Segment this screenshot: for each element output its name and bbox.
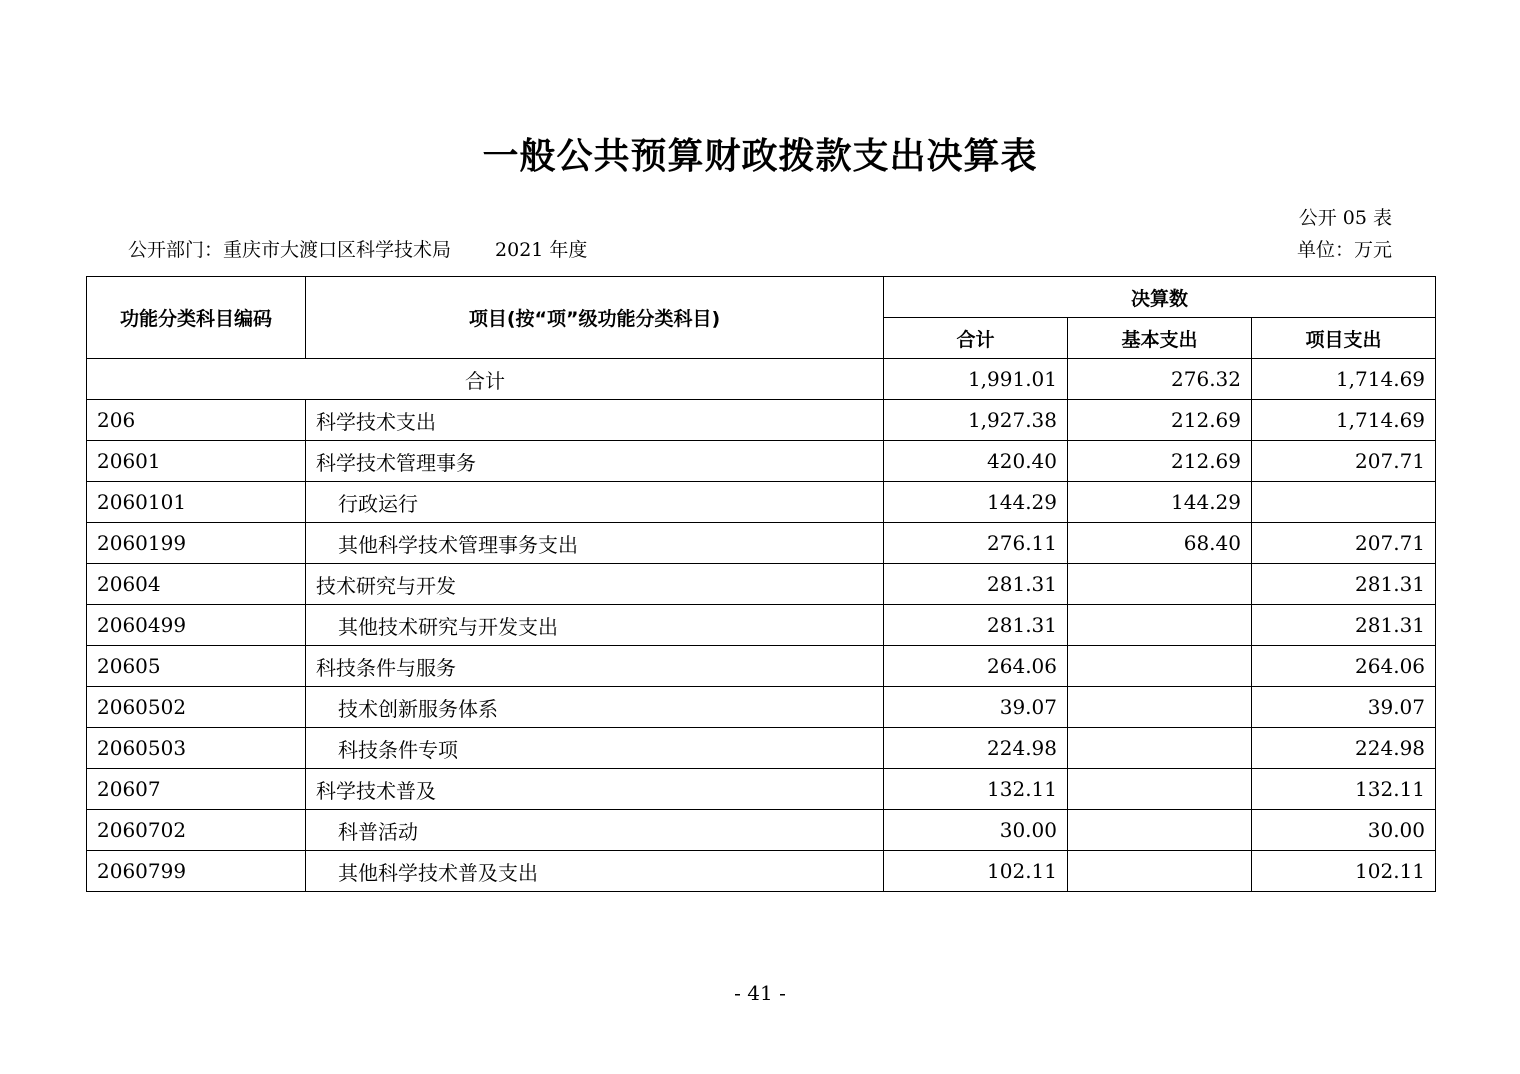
page-title: 一般公共预算财政拨款支出决算表 [482, 136, 1038, 177]
row-basic [1068, 646, 1252, 687]
row-item-name: 科技条件专项 [306, 728, 884, 769]
row-basic [1068, 687, 1252, 728]
row-basic: 212.69 [1068, 441, 1252, 482]
total-project: 1,714.69 [1252, 359, 1436, 400]
row-item-name: 行政运行 [306, 482, 884, 523]
department-name: 公开部门：重庆市大渡口区科学技术局 [128, 239, 452, 261]
row-project: 264.06 [1252, 646, 1436, 687]
table-row [87, 605, 1436, 646]
row-code: 2060499 [87, 605, 306, 646]
row-total: 132.11 [884, 769, 1068, 810]
row-code: 2060799 [87, 851, 306, 892]
row-basic [1068, 851, 1252, 892]
row-basic: 212.69 [1068, 400, 1252, 441]
row-project: 102.11 [1252, 851, 1436, 892]
row-total: 1,927.38 [884, 400, 1068, 441]
row-basic [1068, 728, 1252, 769]
row-code: 20605 [87, 646, 306, 687]
row-basic [1068, 605, 1252, 646]
row-basic [1068, 769, 1252, 810]
row-code: 2060502 [87, 687, 306, 728]
row-item-name: 其他技术研究与开发支出 [306, 605, 884, 646]
row-code: 2060101 [87, 482, 306, 523]
header-item: 项目(按“项”级功能分类科目) [306, 277, 884, 359]
header-code: 功能分类科目编码 [87, 277, 306, 359]
table-row [87, 810, 1436, 851]
row-code: 2060702 [87, 810, 306, 851]
row-total: 420.40 [884, 441, 1068, 482]
row-item-name: 其他科学技术管理事务支出 [306, 523, 884, 564]
page-number: - 41 - [734, 981, 786, 1005]
table-row [87, 482, 1436, 523]
row-code: 20601 [87, 441, 306, 482]
row-project: 207.71 [1252, 441, 1436, 482]
row-item-name: 科学技术普及 [306, 769, 884, 810]
row-item-name: 科技条件与服务 [306, 646, 884, 687]
row-total: 30.00 [884, 810, 1068, 851]
row-project: 39.07 [1252, 687, 1436, 728]
total-label: 合计 [87, 359, 884, 400]
fiscal-year: 2021 年度 [495, 239, 588, 261]
row-total: 224.98 [884, 728, 1068, 769]
unit-label: 单位：万元 [1296, 239, 1392, 261]
table-number: 公开 05 表 [1298, 207, 1392, 229]
row-item-name: 科学技术支出 [306, 400, 884, 441]
row-basic: 68.40 [1068, 523, 1252, 564]
row-item-name: 技术创新服务体系 [306, 687, 884, 728]
row-item-name: 其他科学技术普及支出 [306, 851, 884, 892]
table-row [87, 400, 1436, 441]
row-total: 276.11 [884, 523, 1068, 564]
row-item-name: 科普活动 [306, 810, 884, 851]
header-final-accounts: 决算数 [884, 277, 1436, 318]
header-project: 项目支出 [1252, 318, 1436, 359]
row-total: 102.11 [884, 851, 1068, 892]
row-basic [1068, 810, 1252, 851]
table-row [87, 851, 1436, 892]
expenditure-table [86, 276, 1436, 892]
row-code: 206 [87, 400, 306, 441]
total-basic: 276.32 [1068, 359, 1252, 400]
row-project: 207.71 [1252, 523, 1436, 564]
row-code: 2060199 [87, 523, 306, 564]
row-item-name: 技术研究与开发 [306, 564, 884, 605]
row-total: 281.31 [884, 564, 1068, 605]
row-item-name: 科学技术管理事务 [306, 441, 884, 482]
table-row [87, 441, 1436, 482]
row-project: 30.00 [1252, 810, 1436, 851]
row-total: 144.29 [884, 482, 1068, 523]
row-code: 2060503 [87, 728, 306, 769]
row-basic: 144.29 [1068, 482, 1252, 523]
table-row [87, 769, 1436, 810]
row-total: 264.06 [884, 646, 1068, 687]
table-row [87, 728, 1436, 769]
department-line [128, 235, 587, 262]
table-row [87, 523, 1436, 564]
row-project: 281.31 [1252, 605, 1436, 646]
row-code: 20607 [87, 769, 306, 810]
row-project: 224.98 [1252, 728, 1436, 769]
row-project: 1,714.69 [1252, 400, 1436, 441]
row-project [1252, 482, 1436, 523]
table-row [87, 687, 1436, 728]
table-row [87, 646, 1436, 687]
total-amount: 1,991.01 [884, 359, 1068, 400]
row-project: 281.31 [1252, 564, 1436, 605]
row-total: 281.31 [884, 605, 1068, 646]
table-row [87, 564, 1436, 605]
row-total: 39.07 [884, 687, 1068, 728]
header-basic: 基本支出 [1068, 318, 1252, 359]
row-code: 20604 [87, 564, 306, 605]
row-project: 132.11 [1252, 769, 1436, 810]
row-basic [1068, 564, 1252, 605]
header-total: 合计 [884, 318, 1068, 359]
total-row [87, 359, 1436, 400]
